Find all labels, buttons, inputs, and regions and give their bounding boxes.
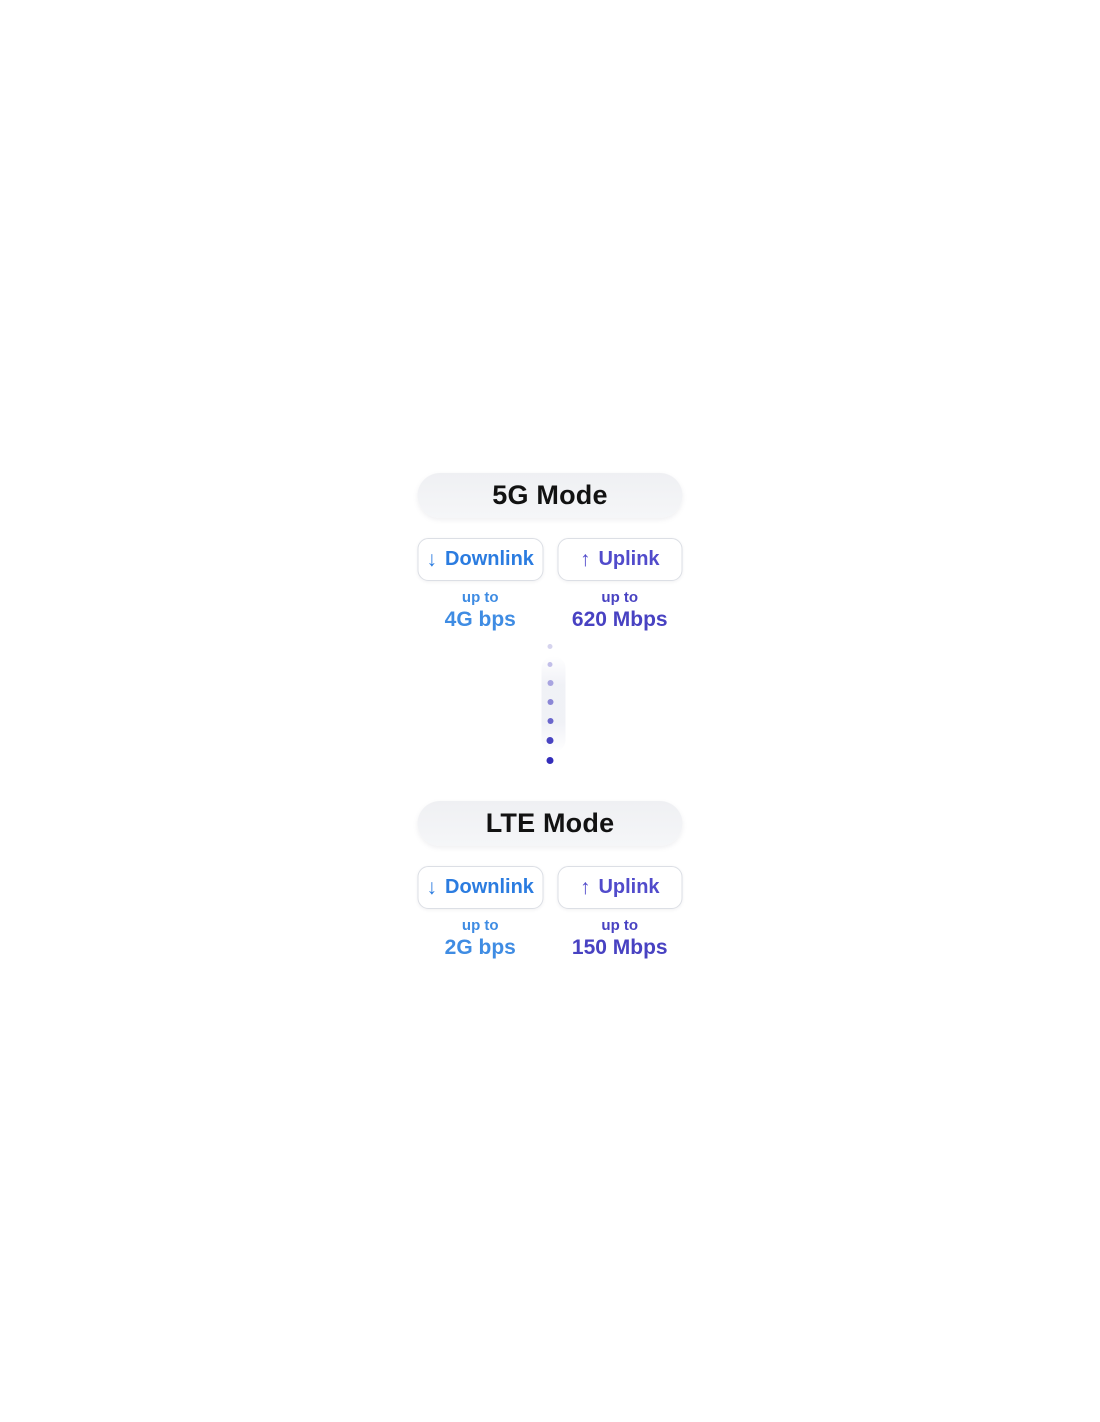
arrow-down-icon: ↓ xyxy=(426,876,438,899)
gradient-dot xyxy=(547,680,553,686)
mode-title-lte: LTE Mode xyxy=(418,801,683,846)
uplink-button-lte[interactable] xyxy=(557,866,683,909)
uplink-button-label: Uplink xyxy=(598,548,660,570)
divider-dots xyxy=(547,642,554,766)
mode-section-5g xyxy=(418,473,683,632)
up-to-label: up to xyxy=(461,589,499,606)
mode-section-lte xyxy=(418,801,683,960)
up-to-label: up to xyxy=(601,917,639,934)
downlink-button-label: Downlink xyxy=(445,548,534,570)
link-buttons-row-lte xyxy=(418,866,683,909)
gradient-dot xyxy=(547,718,553,724)
speed-stats-row-5g xyxy=(418,589,683,632)
gradient-dot xyxy=(547,737,554,744)
gradient-dot xyxy=(547,699,553,705)
uplink-speed-5g xyxy=(557,589,683,632)
gradient-dot xyxy=(548,644,553,649)
uplink-speed-lte xyxy=(557,917,683,960)
uplink-button-5g[interactable] xyxy=(557,538,683,581)
up-to-label: up to xyxy=(601,589,639,606)
downlink-speed-value-5g: 4G bps xyxy=(444,608,516,631)
uplink-button-label: Uplink xyxy=(598,876,660,898)
up-to-label: up to xyxy=(461,917,499,934)
gradient-dot xyxy=(548,662,553,667)
speed-stats-row-lte xyxy=(418,917,683,960)
gradient-dot xyxy=(547,757,554,764)
arrow-up-icon: ↑ xyxy=(579,548,591,571)
arrow-down-icon: ↓ xyxy=(426,548,438,571)
arrow-up-icon: ↑ xyxy=(579,876,591,899)
downlink-button-label: Downlink xyxy=(445,876,534,898)
uplink-speed-value-lte: 150 Mbps xyxy=(571,936,668,959)
downlink-speed-5g xyxy=(418,589,544,632)
downlink-button-5g[interactable] xyxy=(418,538,544,581)
content-stack xyxy=(418,473,683,960)
mode-title-5g: 5G Mode xyxy=(418,473,683,518)
downlink-speed-value-lte: 2G bps xyxy=(444,936,516,959)
downlink-speed-lte xyxy=(418,917,544,960)
link-buttons-row-5g xyxy=(418,538,683,581)
downlink-button-lte[interactable] xyxy=(418,866,544,909)
uplink-speed-value-5g: 620 Mbps xyxy=(571,608,668,631)
